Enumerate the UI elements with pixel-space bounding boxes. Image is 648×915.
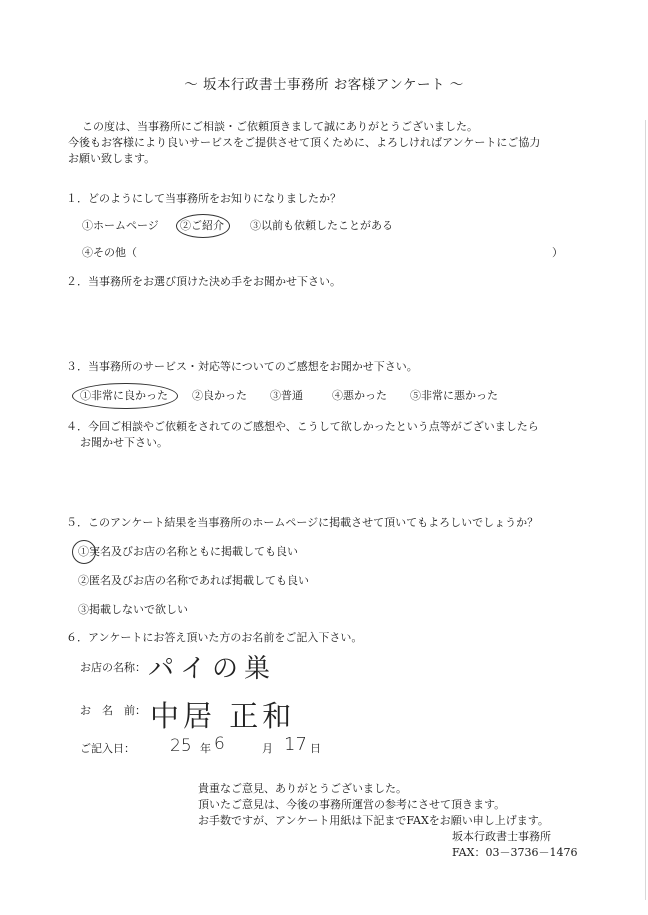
closing-line-1: 貴重なご意見、ありがとうございました。 <box>198 782 407 795</box>
q3-option-very-bad[interactable]: ⑤非常に悪かった <box>410 389 498 402</box>
q1-other-close-paren: ） <box>552 246 563 259</box>
q6-question: ６．アンケートにお答え頂いた方のお名前をご記入下さい。 <box>66 631 363 644</box>
q3-question: ３．当事務所のサービス・対応等についてのご感想をお聞かせ下さい。 <box>66 360 418 373</box>
intro-line-3: お願い致します。 <box>68 152 156 165</box>
survey-title: ～ 坂本行政書士事務所 お客様アンケート ～ <box>184 77 464 93</box>
q5-selection-circle <box>72 540 96 564</box>
shop-name-label: お店の名称： <box>80 661 146 674</box>
date-label: ご記入日： <box>80 742 135 755</box>
date-year-value[interactable]: 25 <box>170 736 192 756</box>
q3-option-good[interactable]: ②良かった <box>192 389 247 402</box>
q3-option-bad[interactable]: ④悪かった <box>332 389 387 402</box>
office-name: 坂本行政書士事務所 <box>452 830 551 843</box>
date-day-unit: 日 <box>310 742 321 755</box>
q5-option-real-name[interactable]: ①実名及びお店の名称ともに掲載しても良い <box>78 545 298 558</box>
q3-option-average[interactable]: ③普通 <box>270 389 303 402</box>
fax-number: FAX：03－3736－1476 <box>452 846 578 859</box>
q1-option-homepage[interactable]: ①ホームページ <box>82 219 159 232</box>
date-month-value[interactable]: 6 <box>214 734 225 754</box>
intro-line-1: この度は、当事務所にご相談・ご依頼頂きまして誠にありがとうございました。 <box>82 120 478 133</box>
closing-line-3: お手数ですが、アンケート用紙は下記までFAXをお願い申し上げます。 <box>198 814 549 827</box>
closing-line-2: 頂いたご意見は、今後の事務所運営の参考にさせて頂きます。 <box>198 798 506 811</box>
q3-selection-circle <box>72 383 178 409</box>
q5-option-no-publish[interactable]: ③掲載しないで欲しい <box>78 603 188 616</box>
date-year-unit: 年 <box>200 742 211 755</box>
customer-name-value[interactable]: 中居 正和 <box>150 699 296 733</box>
q1-question: １．どのようにして当事務所をお知りになりましたか？ <box>66 192 341 205</box>
q5-option-anonymous[interactable]: ②匿名及びお店の名称であれば掲載しても良い <box>78 574 309 587</box>
q1-option-previous[interactable]: ③以前も依頼したことがある <box>250 219 393 232</box>
q2-question: ２．当事務所をお選び頂けた決め手をお聞かせ下さい。 <box>66 275 341 288</box>
q4-question-line-2: お聞かせ下さい。 <box>80 436 168 449</box>
intro-line-2: 今後もお客様により良いサービスをご提供させて頂くために、よろしければアンケートにご協力 <box>68 136 541 149</box>
customer-name-label: お 名 前： <box>80 704 146 717</box>
q3-option-very-good[interactable]: ①非常に良かった <box>80 389 168 402</box>
date-day-value[interactable]: 17 <box>284 734 307 755</box>
scan-edge <box>645 120 646 900</box>
q4-question-line-1: ４．今回ご相談やご依頼をされてのご感想や、こうして欲しかったという点等がございましたら <box>66 420 539 433</box>
q5-question: ５．このアンケート結果を当事務所のホームページに掲載させて頂いてもよろしいでしょうか？ <box>66 516 539 529</box>
date-month-unit: 月 <box>262 742 273 755</box>
shop-name-value[interactable]: パイの巣 <box>148 654 277 684</box>
q1-selection-circle <box>176 214 230 238</box>
q1-option-referral[interactable]: ②ご紹介 <box>180 219 224 232</box>
q1-option-other[interactable]: ④その他（ <box>82 246 137 259</box>
